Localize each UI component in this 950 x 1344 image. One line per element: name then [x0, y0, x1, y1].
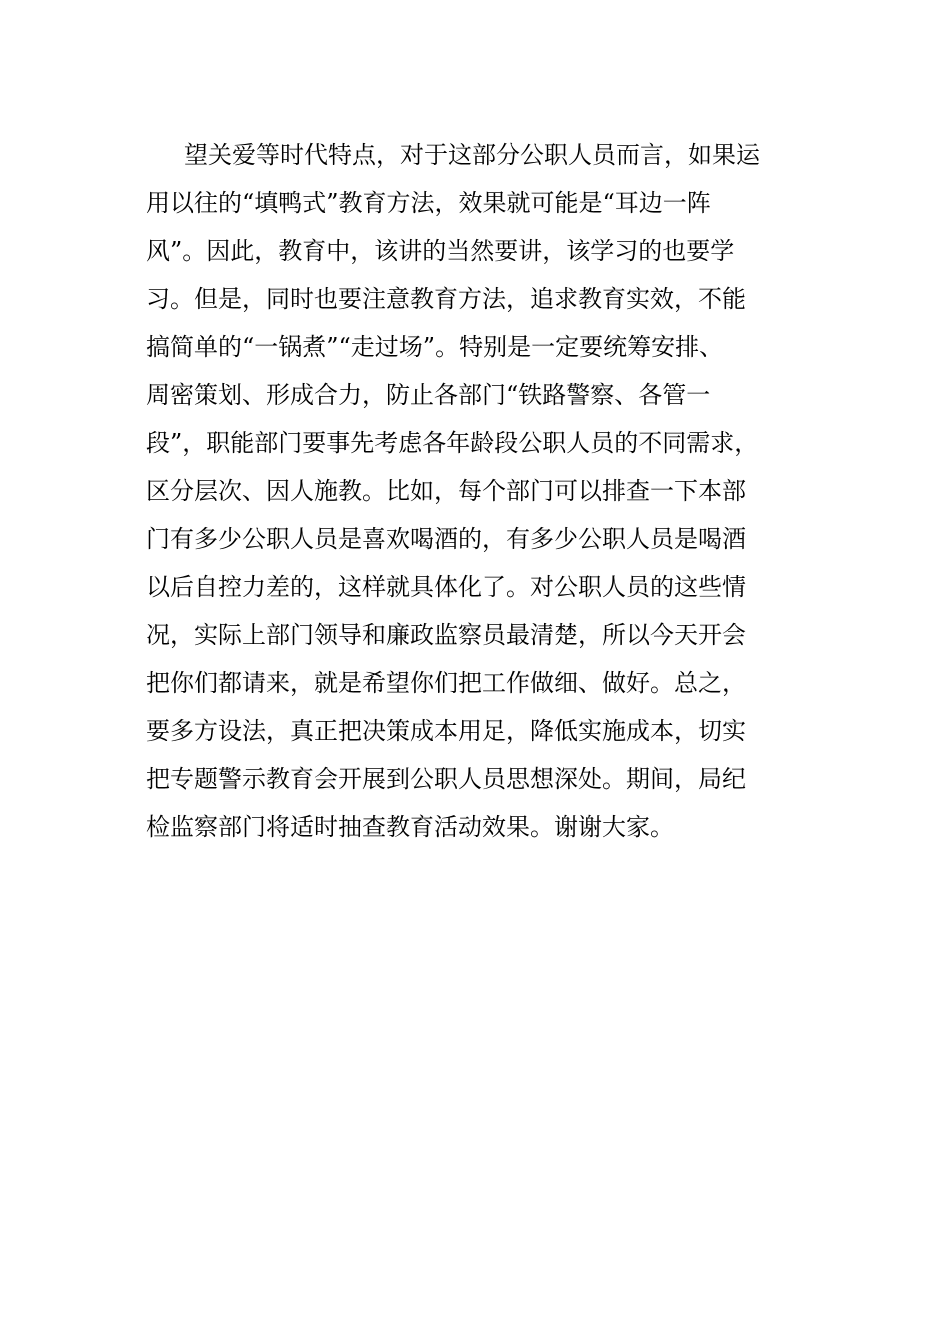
paragraph-line: 区分层次、因人施教。比如，每个部门可以排查一下本部 — [146, 477, 746, 505]
paragraph-line: 以后自控力差的，这样就具体化了。对公职人员的这些情 — [146, 573, 746, 601]
paragraph-line: 用以往的“填鸭式”教育方法，效果就可能是“耳边一阵 — [146, 189, 711, 217]
paragraph-line: 望关爱等时代特点，对于这部分公职人员而言，如果运 — [184, 141, 760, 169]
paragraph-line: 习。但是，同时也要注意教育方法，追求教育实效，不能 — [146, 285, 746, 313]
paragraph-line: 检监察部门将适时抽查教育活动效果。谢谢大家。 — [146, 813, 674, 841]
paragraph-line: 把专题警示教育会开展到公职人员思想深处。期间，局纪 — [146, 765, 746, 793]
paragraph-line: 门有多少公职人员是喜欢喝酒的，有多少公职人员是喝酒 — [146, 525, 746, 553]
body-paragraph — [146, 131, 806, 851]
paragraph-line: 段”，职能部门要事先考虑各年龄段公职人员的不同需求， — [146, 429, 759, 457]
paragraph-line: 风”。因此，教育中，该讲的当然要讲，该学习的也要学 — [146, 237, 735, 265]
paragraph-line: 把你们都请来，就是希望你们把工作做细、做好。总之， — [146, 669, 746, 697]
paragraph-line: 况，实际上部门领导和廉政监察员最清楚，所以今天开会 — [146, 621, 746, 649]
paragraph-line: 搞简单的“一锅煮”“走过场”。特别是一定要统筹安排、 — [146, 333, 724, 361]
paragraph-line: 周密策划、形成合力，防止各部门“铁路警察、各管一 — [146, 381, 711, 409]
paragraph-line: 要多方设法，真正把决策成本用足，降低实施成本，切实 — [146, 717, 746, 745]
